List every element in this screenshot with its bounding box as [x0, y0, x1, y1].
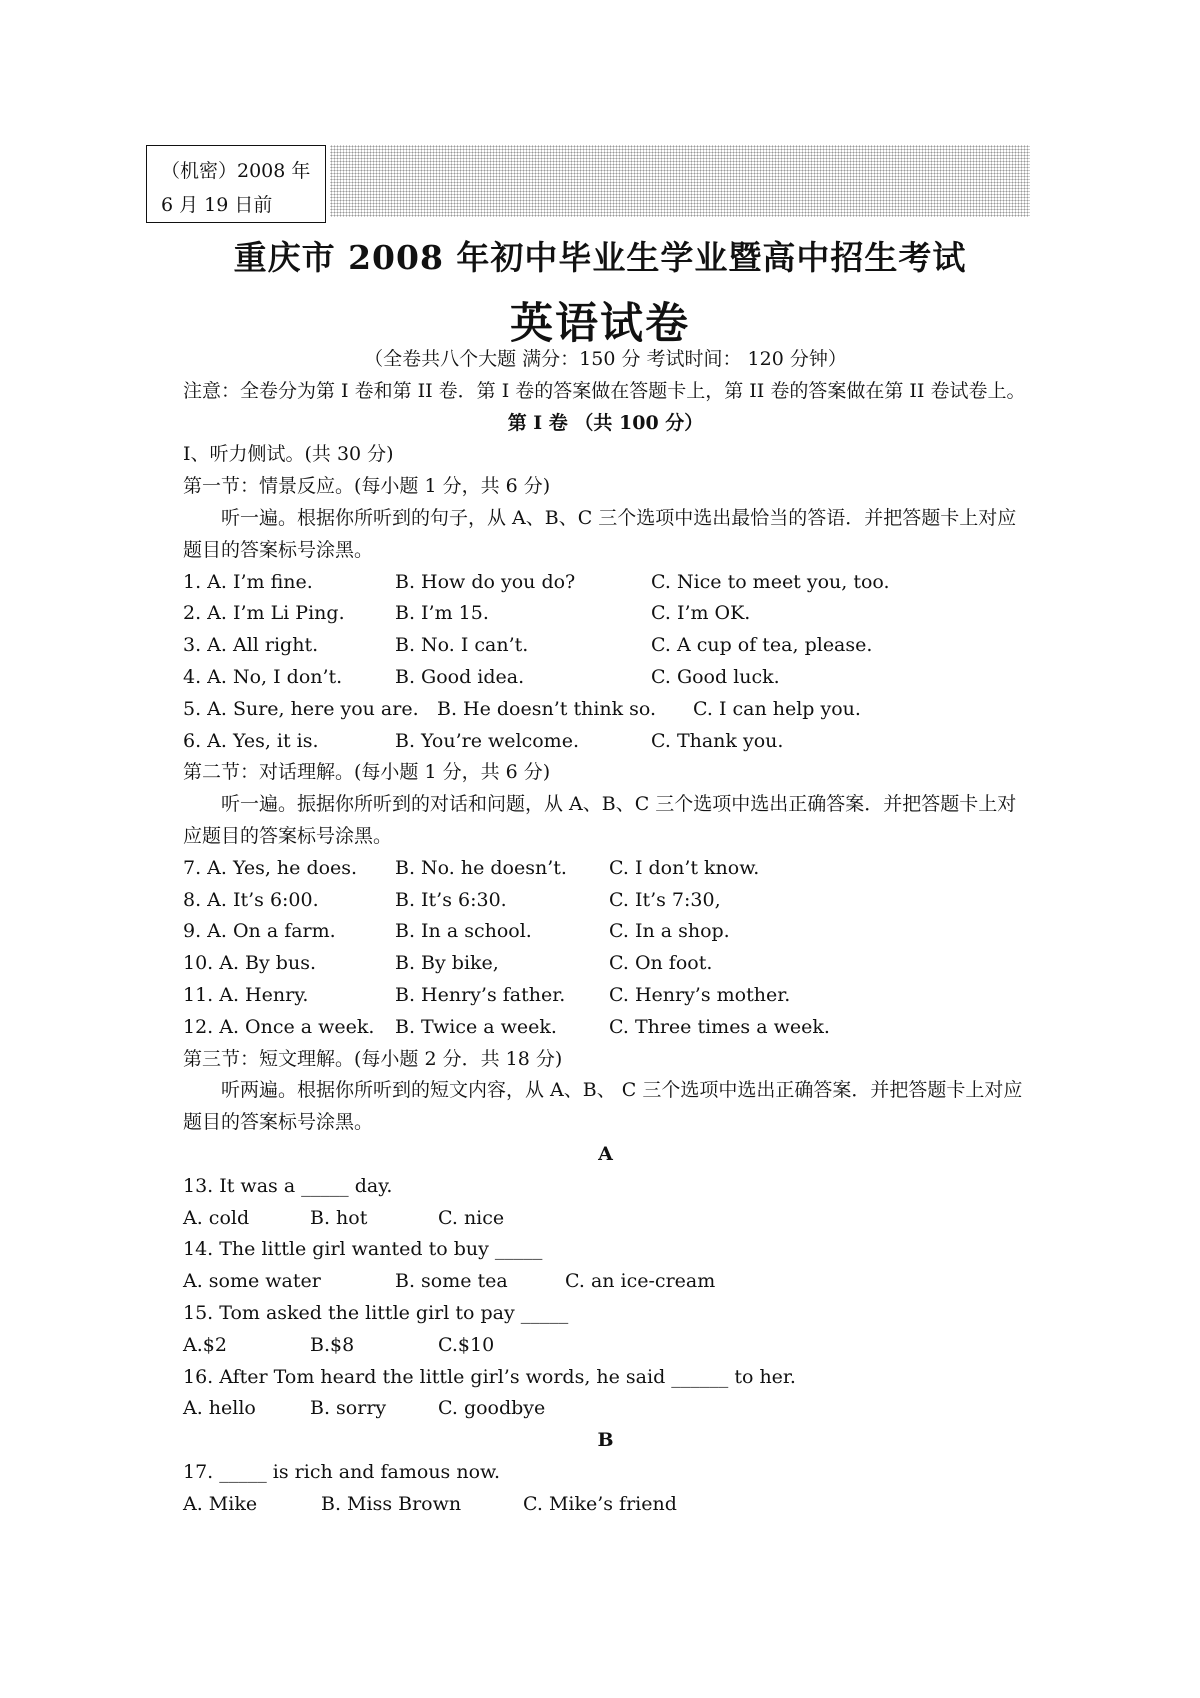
option-a: 8. A. It’s 6:00.: [183, 888, 319, 911]
question-15: 15. Tom asked the little girl to pay _____: [183, 1301, 569, 1324]
option-c: C. nice: [438, 1206, 505, 1229]
exam-note: 注意：全卷分为第 I 卷和第 II 卷．第 I 卷的答案做在答题卡上，第 II 卷的答案做在第 II 卷试卷上。: [183, 379, 1026, 402]
question-17-options: [183, 1489, 1028, 1521]
option-a: 9. A. On a farm.: [183, 920, 336, 943]
question-14: 14. The little girl wanted to buy _____: [183, 1238, 543, 1261]
question-15-options: [183, 1330, 1028, 1362]
question-row: [183, 630, 1028, 662]
exam-info: （全卷共八个大题 满分：150 分 考试时间： 120 分钟）: [364, 348, 847, 370]
option-c: C. I’m OK.: [651, 602, 751, 625]
option-a: 4. A. No, I don’t.: [183, 665, 343, 688]
question-row: [183, 853, 1028, 885]
part-1-heading: 第 I 卷 （共 100 分）: [507, 411, 704, 434]
option-b: B. some tea: [395, 1270, 508, 1293]
option-a: 1. A. I’m fine.: [183, 570, 313, 593]
option-c: C. I don’t know.: [609, 856, 760, 879]
question-14-options: [183, 1266, 1028, 1298]
option-c: C.$10: [438, 1333, 495, 1356]
option-a: 11. A. Henry.: [183, 983, 309, 1006]
option-c: C. Henry’s mother.: [609, 983, 791, 1006]
exam-content: [183, 344, 1028, 1520]
question-13-options: [183, 1203, 1028, 1235]
section-listening-heading: I、听力侧试。(共 30 分): [183, 443, 394, 466]
option-b: B. No. I can’t.: [395, 634, 529, 657]
exam-subtitle: 英语试卷: [510, 299, 690, 349]
option-c: C. an ice-cream: [565, 1270, 716, 1293]
passage-b-label: B: [597, 1429, 614, 1452]
option-a: 3. A. All right.: [183, 634, 319, 657]
confidential-line-1: （机密）2008 年: [161, 160, 311, 182]
option-c: C. It’s 7:30,: [609, 888, 721, 911]
option-a: 12. A. Once a week.: [183, 1015, 375, 1038]
option-b: B. How do you do?: [395, 570, 576, 593]
option-c: C. On foot.: [609, 952, 713, 975]
subsection-3-instruction: 听两遍。根据你所听到的短文内容，从 A、B、 C 三个选项中选出正确答案．并把答题卡上对应题目的答案标号涂黑。: [183, 1079, 1023, 1134]
option-a: 5. A. Sure, here you are.: [183, 697, 419, 720]
option-b: B. By bike,: [395, 952, 499, 975]
option-b: B. It’s 6:30.: [395, 888, 507, 911]
option-c: C. Three times a week.: [609, 1015, 830, 1038]
question-row: [183, 726, 1028, 758]
option-c: C. Good luck.: [651, 665, 780, 688]
question-row: [183, 567, 1028, 599]
option-c: C. Nice to meet you, too.: [651, 570, 890, 593]
option-c: C. I can help you.: [693, 697, 861, 720]
option-b: B. Miss Brown: [321, 1492, 462, 1515]
question-row: [183, 598, 1028, 630]
question-17: 17. _____ is rich and famous now.: [183, 1460, 501, 1483]
question-row: [183, 662, 1028, 694]
option-a: 7. A. Yes, he does.: [183, 856, 358, 879]
option-b: B. Henry’s father.: [395, 983, 566, 1006]
question-row: [183, 1012, 1028, 1044]
option-a: A. some water: [183, 1270, 321, 1293]
option-a: A. hello: [183, 1397, 256, 1420]
option-b: B. I’m 15.: [395, 602, 489, 625]
exam-title: 重庆市 2008 年初中毕业生学业暨高中招生考试: [233, 238, 967, 277]
option-a: A. cold: [183, 1206, 250, 1229]
confidential-line-2: 6 月 19 日前: [161, 194, 273, 216]
option-b: B. hot: [310, 1206, 368, 1229]
option-a: A. Mike: [183, 1492, 258, 1515]
option-b: B. sorry: [310, 1397, 387, 1420]
subsection-2-instruction: 听一遍。振据你所听到的对话和问题，从 A、B、C 三个选项中选出正确答案．并把答题卡上对应题目的答案标号涂黑。: [183, 793, 1017, 847]
question-row: [183, 916, 1028, 948]
dotted-decoration: [330, 145, 1030, 217]
subsection-1-title: 第一节：情景反应。(每小题 1 分，共 6 分): [183, 475, 551, 498]
question-16: 16. After Tom heard the little girl’s words, he said ______ to her.: [183, 1365, 796, 1388]
option-b: B. Twice a week.: [395, 1015, 557, 1038]
question-row: [183, 885, 1028, 917]
subsection-3-title: 第三节：短文理解。(每小题 2 分．共 18 分): [183, 1047, 563, 1070]
option-c: C. goodbye: [438, 1397, 546, 1420]
question-row: [183, 948, 1028, 980]
option-b: B. He doesn’t think so.: [437, 697, 657, 720]
option-c: C. Thank you.: [651, 729, 784, 752]
question-16-options: [183, 1393, 1028, 1425]
confidential-stamp-box: [146, 145, 326, 223]
option-b: B. You’re welcome.: [395, 729, 579, 752]
question-row: [183, 694, 1028, 726]
option-b: B. No. he doesn’t.: [395, 856, 567, 879]
option-b: B.$8: [310, 1333, 355, 1356]
option-b: B. In a school.: [395, 920, 532, 943]
question-13: 13. It was a _____ day.: [183, 1174, 393, 1197]
option-a: 6. A. Yes, it is.: [183, 729, 319, 752]
subsection-2-title: 第二节：对话理解。(每小题 1 分，共 6 分): [183, 761, 551, 784]
option-c: C. Mike’s friend: [523, 1492, 677, 1515]
passage-a-label: A: [598, 1142, 613, 1165]
option-b: B. Good idea.: [395, 665, 525, 688]
option-c: C. A cup of tea, please.: [651, 634, 873, 657]
option-a: A.$2: [183, 1333, 227, 1356]
question-row: [183, 980, 1028, 1012]
option-a: 10. A. By bus.: [183, 952, 316, 975]
option-a: 2. A. I’m Li Ping.: [183, 602, 345, 625]
option-c: C. In a shop.: [609, 920, 730, 943]
subsection-1-instruction: 听一遍。根据你所听到的句子，从 A、B、C 三个选项中选出最恰当的答语．并把答题卡上对应题目的答案标号涂黑。: [183, 506, 1017, 561]
